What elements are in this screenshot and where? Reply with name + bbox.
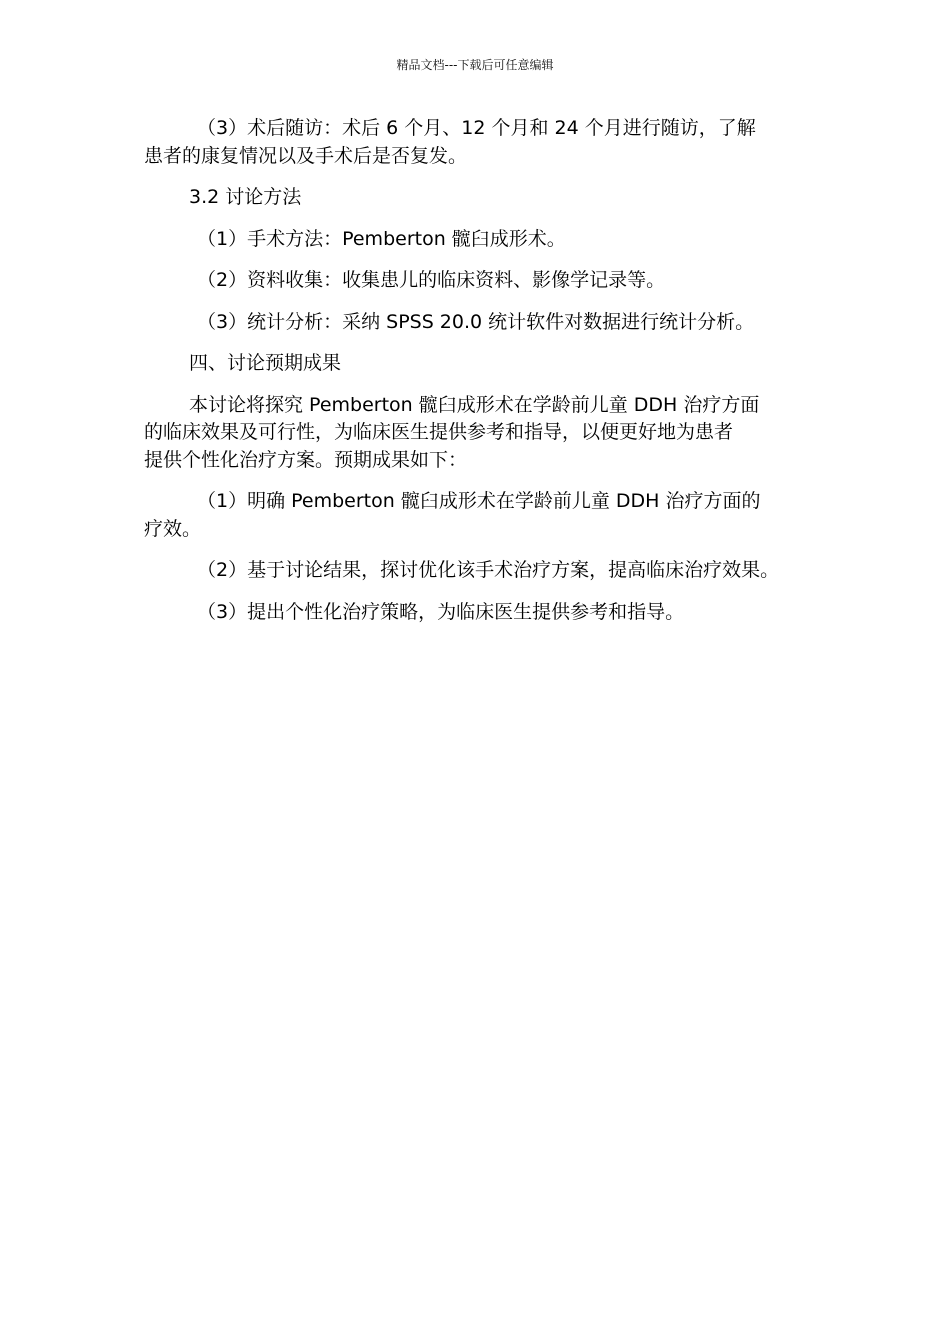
text-line: （1）明确 Pemberton 髋臼成形术在学龄前儿童 DDH 治疗方面的 [197,490,761,512]
text-line: 3.2 讨论方法 [189,186,302,208]
paragraph-statistics [144,309,824,337]
paragraph-expected-results [144,392,824,475]
paragraph-result-3 [144,599,824,627]
text-line: 疗效。 [144,517,202,540]
text-line: （2）基于讨论结果，探讨优化该手术治疗方案，提高临床治疗效果。 [197,559,780,581]
text-line: （3）统计分析：采纳 SPSS 20.0 统计软件对数据进行统计分析。 [197,310,755,333]
paragraph-result-2 [144,557,824,585]
paragraph-surgery-method [144,226,824,254]
text-line: （1）手术方法：Pemberton 髋臼成形术。 [197,227,566,250]
text-line: 本讨论将探究 Pemberton 髋臼成形术在学龄前儿童 DDH 治疗方面 [189,393,760,416]
section-heading [144,350,824,378]
text-line: 四、讨论预期成果 [189,352,342,374]
paragraph-result-1 [144,488,824,543]
document-body [144,115,824,640]
paragraph-followup [144,115,824,170]
text-line: 患者的康复情况以及手术后是否复发。 [144,144,468,167]
text-line: （3）术后随访：术后 6 个月、12 个月和 24 个月进行随访，了解 [197,117,756,139]
text-line: （2）资料收集：收集患儿的临床资料、影像学记录等。 [197,269,666,291]
text-line: （3）提出个性化治疗策略，为临床医生提供参考和指导。 [197,600,685,623]
text-line: 提供个性化治疗方案。预期成果如下： [144,448,468,471]
page-header: 精品文档---下载后可任意编辑 [396,58,554,72]
paragraph-data-collection [144,267,824,295]
text-line: 的临床效果及可行性，为临床医生提供参考和指导，以便更好地为患者 [144,421,734,443]
section-heading [144,184,824,212]
